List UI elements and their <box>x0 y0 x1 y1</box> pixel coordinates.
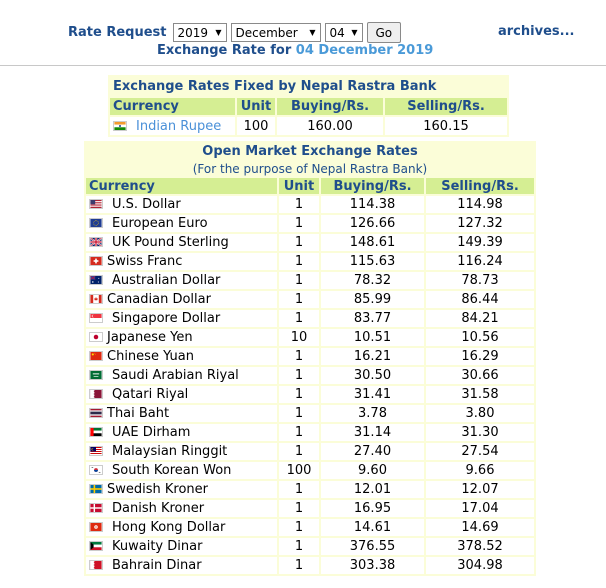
table-row <box>86 386 534 403</box>
buying-cell: 31.41 <box>321 386 424 403</box>
thailand-flag-icon <box>89 408 103 418</box>
currency-cell <box>86 234 277 251</box>
currency-cell <box>86 443 277 460</box>
table-row <box>86 424 534 441</box>
selling-cell: 149.39 <box>426 234 534 251</box>
currency-cell <box>86 310 277 327</box>
currency-name: Japanese Yen <box>107 330 193 345</box>
rate-request-form <box>68 22 401 43</box>
selling-cell: 114.98 <box>426 196 534 213</box>
qatar-flag-icon <box>89 389 103 399</box>
buying-cell: 16.21 <box>321 348 424 365</box>
switzerland-flag-icon <box>89 256 103 266</box>
table-row <box>86 272 534 289</box>
table-row <box>86 329 534 346</box>
column-header-buying: Buying/Rs. <box>321 178 424 194</box>
selling-cell: 27.54 <box>426 443 534 460</box>
exchange-rate-date: 04 December 2019 <box>295 43 434 58</box>
unit-cell: 1 <box>279 291 319 308</box>
unit-cell: 1 <box>279 253 319 270</box>
table-row <box>86 443 534 460</box>
currency-cell <box>86 291 277 308</box>
open-market-title: Open Market Exchange Rates <box>202 143 418 159</box>
buying-cell: 148.61 <box>321 234 424 251</box>
column-header-unit: Unit <box>237 98 275 115</box>
column-header-selling: Selling/Rs. <box>385 98 507 115</box>
selling-cell: 127.32 <box>426 215 534 232</box>
currency-cell <box>86 367 277 384</box>
unit-cell: 1 <box>279 367 319 384</box>
unit-cell: 1 <box>279 196 319 213</box>
unit-cell: 1 <box>279 386 319 403</box>
table-row <box>86 196 534 213</box>
unit-cell: 1 <box>279 272 319 289</box>
buying-cell: 126.66 <box>321 215 424 232</box>
buying-cell: 12.01 <box>321 481 424 498</box>
south-korea-flag-icon <box>89 465 103 475</box>
column-header-currency: Currency <box>110 98 235 115</box>
currency-name: UAE Dirham <box>112 425 191 440</box>
unit-cell: 1 <box>279 500 319 517</box>
currency-cell <box>86 386 277 403</box>
buying-cell: 14.61 <box>321 519 424 536</box>
currency-cell <box>86 481 277 498</box>
currency-name: South Korean Won <box>112 463 232 478</box>
column-header-currency: Currency <box>86 178 277 194</box>
chevron-down-icon: ▼ <box>309 28 316 37</box>
selling-cell: 78.73 <box>426 272 534 289</box>
currency-cell <box>86 462 277 479</box>
selling-cell: 30.66 <box>426 367 534 384</box>
table-row <box>86 234 534 251</box>
year-value: 2019 <box>177 25 209 40</box>
table-row <box>86 405 534 422</box>
currency-name: Indian Rupee <box>136 118 222 134</box>
denmark-flag-icon <box>89 503 103 513</box>
currency-cell <box>86 215 277 232</box>
rate-request-label: Rate Request <box>68 25 167 40</box>
table-row <box>86 462 534 479</box>
buying-cell: 27.40 <box>321 443 424 460</box>
currency-name: Canadian Dollar <box>107 292 211 307</box>
unit-cell: 1 <box>279 405 319 422</box>
selling-cell: 3.80 <box>426 405 534 422</box>
buying-cell: 16.95 <box>321 500 424 517</box>
selling-cell: 17.04 <box>426 500 534 517</box>
buying-cell: 30.50 <box>321 367 424 384</box>
year-select[interactable] <box>173 23 227 42</box>
unit-cell: 1 <box>279 310 319 327</box>
selling-cell: 9.66 <box>426 462 534 479</box>
buying-cell: 78.32 <box>321 272 424 289</box>
currency-name: Swiss Franc <box>107 254 183 269</box>
table-row <box>86 557 534 574</box>
currency-name: Kuwaity Dinar <box>112 539 203 554</box>
canada-flag-icon <box>89 294 103 304</box>
malaysia-flag-icon <box>89 446 103 456</box>
selling-cell: 160.15 <box>385 117 507 135</box>
month-value: December <box>235 25 298 40</box>
unit-cell: 1 <box>279 519 319 536</box>
selling-cell: 116.24 <box>426 253 534 270</box>
unit-cell: 100 <box>237 117 275 135</box>
currency-cell <box>86 557 277 574</box>
uk-flag-icon <box>89 237 103 247</box>
currency-name: Qatari Riyal <box>112 387 189 402</box>
column-header-unit: Unit <box>279 178 319 194</box>
table-row <box>86 215 534 232</box>
month-select[interactable] <box>231 23 321 42</box>
table-row <box>86 253 534 270</box>
currency-cell <box>86 253 277 270</box>
selling-cell: 378.52 <box>426 538 534 555</box>
japan-flag-icon <box>89 332 103 342</box>
nrb-fixed-rates-table <box>108 75 509 137</box>
buying-cell: 9.60 <box>321 462 424 479</box>
buying-cell: 31.14 <box>321 424 424 441</box>
open-market-rates-table <box>84 141 536 576</box>
buying-cell: 85.99 <box>321 291 424 308</box>
chevron-down-icon: ▼ <box>351 28 358 37</box>
currency-name: Chinese Yuan <box>107 349 194 364</box>
currency-cell <box>86 424 277 441</box>
go-button[interactable]: Go <box>367 22 402 43</box>
currency-name: Malaysian Ringgit <box>112 444 228 459</box>
unit-cell: 1 <box>279 348 319 365</box>
currency-cell <box>86 348 277 365</box>
selling-cell: 10.56 <box>426 329 534 346</box>
open-market-subtitle: (For the purpose of Nepal Rastra Bank) <box>192 161 428 176</box>
unit-cell: 1 <box>279 443 319 460</box>
unit-cell: 1 <box>279 481 319 498</box>
table-row <box>110 117 507 135</box>
selling-cell: 12.07 <box>426 481 534 498</box>
usa-flag-icon <box>89 199 103 209</box>
currency-name: Australian Dollar <box>112 273 221 288</box>
currency-name: Thai Baht <box>107 406 170 421</box>
table-row <box>86 538 534 555</box>
buying-cell: 3.78 <box>321 405 424 422</box>
table-row <box>86 481 534 498</box>
unit-cell: 1 <box>279 424 319 441</box>
buying-cell: 83.77 <box>321 310 424 327</box>
chevron-down-icon: ▼ <box>215 28 222 37</box>
kuwait-flag-icon <box>89 541 103 551</box>
buying-cell: 10.51 <box>321 329 424 346</box>
singapore-flag-icon <box>89 313 103 323</box>
currency-name: UK Pound Sterling <box>112 235 229 250</box>
currency-name: Singapore Dollar <box>112 311 221 326</box>
uae-flag-icon <box>89 427 103 437</box>
currency-name: U.S. Dollar <box>112 197 181 212</box>
unit-cell: 10 <box>279 329 319 346</box>
hong-kong-flag-icon <box>89 522 103 532</box>
day-value: 04 <box>329 25 345 40</box>
unit-cell: 1 <box>279 557 319 574</box>
table-row <box>86 367 534 384</box>
currency-name: Hong Kong Dollar <box>112 520 226 535</box>
currency-name: Bahrain Dinar <box>112 558 202 573</box>
currency-name: Danish Kroner <box>112 501 205 516</box>
buying-cell: 160.00 <box>277 117 383 135</box>
selling-cell: 16.29 <box>426 348 534 365</box>
table-row <box>86 291 534 308</box>
nrb-table-title: Exchange Rates Fixed by Nepal Rastra Bank <box>113 79 437 94</box>
currency-cell <box>86 196 277 213</box>
india-flag-icon <box>113 121 127 131</box>
selling-cell: 86.44 <box>426 291 534 308</box>
table-row <box>86 310 534 327</box>
column-header-selling: Selling/Rs. <box>426 178 534 194</box>
unit-cell: 100 <box>279 462 319 479</box>
currency-cell <box>86 500 277 517</box>
unit-cell: 1 <box>279 538 319 555</box>
table-row <box>86 500 534 517</box>
sweden-flag-icon <box>89 484 103 494</box>
australia-flag-icon <box>89 275 103 285</box>
currency-cell <box>86 405 277 422</box>
saudi-arabia-flag-icon <box>89 370 103 380</box>
selling-cell: 304.98 <box>426 557 534 574</box>
eu-flag-icon <box>89 218 103 228</box>
currency-name: Saudi Arabian Riyal <box>112 368 239 383</box>
buying-cell: 303.38 <box>321 557 424 574</box>
table-row <box>86 519 534 536</box>
column-header-buying: Buying/Rs. <box>277 98 383 115</box>
rate-request-bar <box>0 0 606 66</box>
buying-cell: 115.63 <box>321 253 424 270</box>
currency-cell <box>110 117 235 135</box>
selling-cell: 14.69 <box>426 519 534 536</box>
unit-cell: 1 <box>279 234 319 251</box>
china-flag-icon <box>89 351 103 361</box>
currency-name: European Euro <box>112 216 208 231</box>
bahrain-flag-icon <box>89 560 103 570</box>
unit-cell: 1 <box>279 215 319 232</box>
table-row <box>86 348 534 365</box>
archives-link[interactable]: archives... <box>498 24 575 39</box>
buying-cell: 114.38 <box>321 196 424 213</box>
day-select[interactable] <box>325 23 363 42</box>
buying-cell: 376.55 <box>321 538 424 555</box>
exchange-rate-heading <box>157 43 433 58</box>
selling-cell: 84.21 <box>426 310 534 327</box>
currency-cell <box>86 538 277 555</box>
currency-cell <box>86 272 277 289</box>
exchange-rate-prefix: Exchange Rate for <box>157 43 292 58</box>
currency-name: Swedish Kroner <box>107 482 209 497</box>
currency-cell <box>86 329 277 346</box>
currency-cell <box>86 519 277 536</box>
selling-cell: 31.58 <box>426 386 534 403</box>
selling-cell: 31.30 <box>426 424 534 441</box>
